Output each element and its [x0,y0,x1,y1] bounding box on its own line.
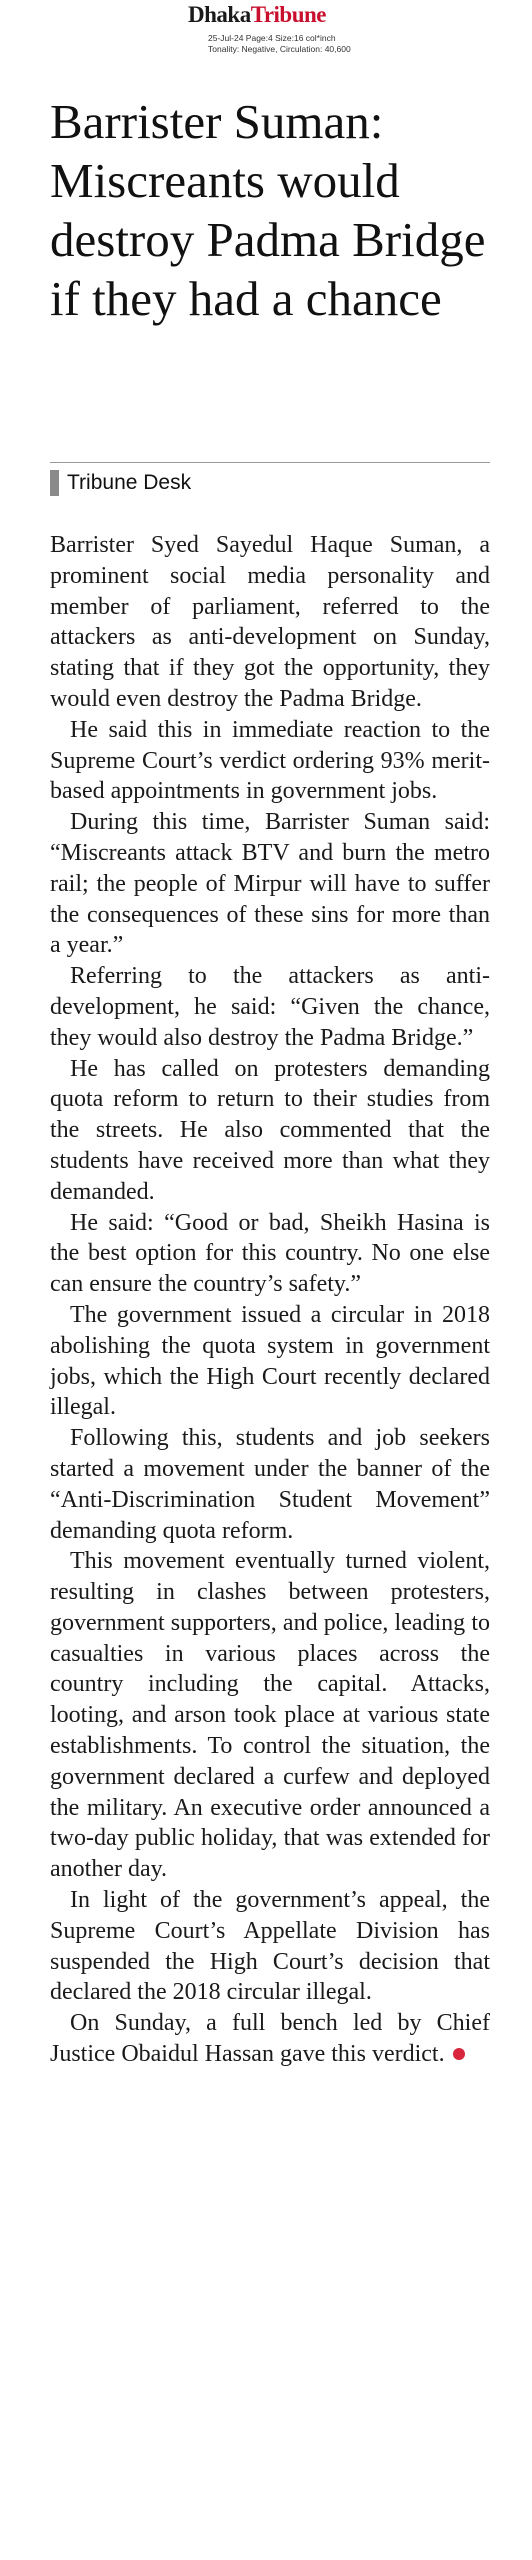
byline-bar-marker [50,470,59,496]
paragraph: Following this, students and job seekers started a movement under the banner of the “Anti-Discrimination Student Movement” demanding quota reform. [50,1425,490,1544]
paragraph: He said: “Good or bad, Sheikh Hasina is the best option for this country. No one else can ensure the country’s safety.” [50,1209,490,1298]
paragraph-final-text: On Sunday, a full bench led by Chief Justice Obaidul Hassan gave this verdict. [50,2010,490,2068]
paragraph: He has called on protesters demanding quota reform to return to their studies from the streets. He also commented that the students have received more than what they demanded. [50,1055,490,1205]
paragraph: This movement eventually turned violent, resulting in clashes between protesters, government supporters, and police, leading to casualties in various places across the country including the capital. Attacks, looting, and arson took place at various state establishments. To control the situation, the government declared a curfew and deployed the military. An executive order announced a two-day public holiday, that was extended for another day. [50,1548,490,1883]
logo-dhaka: Dhaka [188,2,251,27]
dhaka-tribune-logo [188,2,326,28]
paragraph: Barrister Syed Sayedul Haque Suman, a prominent social media personality and member of parliament, referred to the attackers as anti-development on Sunday, stating that if they got the opportunity, they would even destroy the Padma Bridge. [50,532,490,712]
paragraph-final [50,2008,490,2070]
byline-text: Tribune Desk [67,471,192,494]
paragraph: In light of the government’s appeal, the Supreme Court’s Appellate Division has suspended the High Court’s decision that declared the 2018 circular illegal. [50,1887,490,2006]
paragraph: He said this in immediate reaction to the Supreme Court’s verdict ordering 93% merit-based appointments in government jobs. [50,716,490,805]
article-headline: Barrister Suman: Miscreants would destroy Padma Bridge if they had a chance [50,94,486,326]
headline-divider [50,462,490,463]
paragraph: The government issued a circular in 2018 abolishing the quota system in government jobs, which the High Court recently declared illegal. [50,1301,490,1421]
clipping-meta-tonality: Tonality: Negative, Circulation: 40,600 [208,44,351,54]
paragraph: Referring to the attackers as anti-development, he said: “Given the chance, they would also destroy the Padma Bridge.” [50,963,490,1051]
clipping-meta-date-size: 25-Jul-24 Page:4 Size:16 col*inch [208,33,336,43]
end-of-article-dot-icon [453,2048,465,2060]
article-body [50,530,490,2070]
paragraph: During this time, Barrister Suman said: “Miscreants attack BTV and burn the metro rail; the people of Mirpur will have to suffer the consequences of these sins for more than a year.” [50,809,490,959]
logo-tribune: Tribune [250,2,327,27]
byline [50,470,191,496]
